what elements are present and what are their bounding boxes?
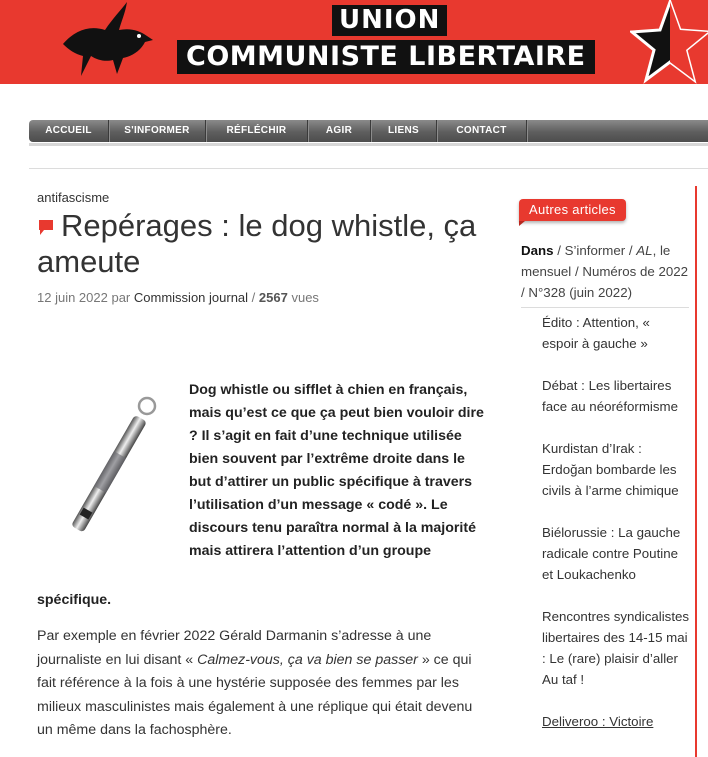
crumb-al[interactable]: AL	[636, 243, 653, 258]
article-intro: Dog whistle ou sifflet à chien en français, mais qu’est ce que ça peut bien vouloir dire ? Il s’agit en fait d’une technique utilisée bien souvent par l’extrême droite dans le but d’attirer un public spécifique à travers l’utilisation d’un message « codé ». Le discours tenu paraîtra normal à la majorité mais attirera l’attention d’un groupe	[189, 382, 484, 559]
nav-item-sinformer[interactable]: S'INFORMER	[109, 120, 206, 142]
header-banner	[0, 0, 708, 84]
sidebar-article-list	[542, 312, 692, 732]
article-paragraph	[37, 625, 492, 743]
star-icon	[630, 0, 708, 84]
crumb-sinformer[interactable]: S’informer	[564, 243, 626, 258]
nav-item-agir[interactable]: AGIR	[308, 120, 371, 142]
para-text-after: » ce qui fait référence à la fois à une hystérie supposée des femmes par les milieux masculinistes mais également à une réplique qui était devenu un même dans la fachosphère.	[37, 651, 473, 738]
nav-item-accueil[interactable]: ACCUEIL	[29, 120, 109, 142]
nav-item-liens[interactable]: LIENS	[371, 120, 437, 142]
nav-item-contact[interactable]: CONTACT	[437, 120, 527, 142]
sidebar-divider	[521, 307, 689, 308]
para-quote: Calmez-vous, ça va bien se passer	[197, 651, 418, 668]
crumb-dans: Dans	[521, 243, 554, 258]
main-nav	[29, 120, 708, 142]
meta-sep: /	[251, 290, 256, 305]
sidebar-breadcrumb	[521, 240, 693, 303]
sidebar-article-link[interactable]: Kurdistan d’Irak : Erdoğan bombarde les civils à l’arme chimique	[542, 441, 679, 498]
sidebar-article-link[interactable]: Biélorussie : La gauche radicale contre Poutine et Loukachenko	[542, 525, 681, 582]
view-count: 2567	[258, 290, 288, 305]
bird-logo-icon[interactable]	[55, 0, 155, 84]
site-title-line1[interactable]: UNION	[332, 5, 447, 36]
header-separator	[29, 168, 708, 169]
sidebar-article-link[interactable]: Rencontres syndicalistes libertaires des 14-15 mai : Le (rare) plaisir d’aller Au taf !	[542, 609, 690, 687]
sidebar-accent-line	[695, 186, 697, 757]
sidebar-article-link[interactable]: Deliveroo : Victoire	[542, 714, 654, 729]
sidebar-article-link[interactable]: Édito : Attention, « espoir à gauche »	[542, 315, 650, 351]
nav-shadow	[29, 143, 708, 146]
para-text-before: Par exemple en février 2022 Gérald Darmanin s’adresse à une journaliste en lui disant «	[37, 628, 432, 668]
article-meta	[37, 290, 319, 305]
crumb-sep-2: /	[625, 243, 637, 258]
article-category[interactable]: antifascisme	[37, 190, 110, 205]
sidebar-tag: Autres articles	[519, 199, 626, 221]
article-intro-end: spécifique.	[37, 592, 112, 608]
article-by: par	[111, 290, 131, 305]
site-title-line2[interactable]: COMMUNISTE LIBERTAIRE	[177, 40, 595, 74]
article-author[interactable]: Commission journal	[133, 290, 249, 305]
article-title: Repérages : le dog whistle, ça ameute	[37, 208, 477, 279]
crumb-sep: /	[553, 243, 565, 258]
nav-item-reflechir[interactable]: RÉFLÉCHIR	[206, 120, 308, 142]
views-label: vues	[291, 290, 319, 305]
article-date: 12 juin 2022	[37, 290, 108, 305]
sidebar-article-link[interactable]: Débat : Les libertaires face au néoréformisme	[542, 378, 678, 414]
crumb-rest[interactable]: , le mensuel / Numéros de 2022 / N°328 (juin 2022)	[521, 243, 689, 300]
sidebar-tag-fold	[519, 221, 525, 226]
whistle-image	[55, 392, 165, 552]
